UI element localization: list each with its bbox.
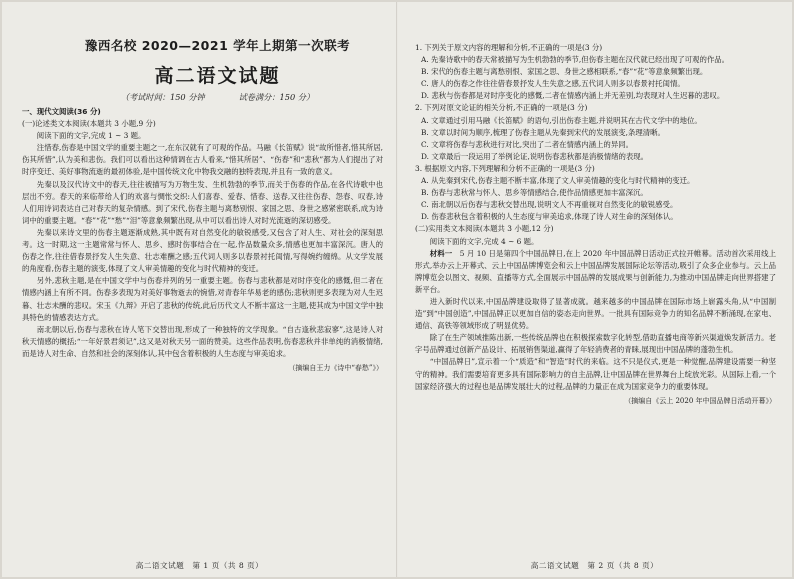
question-2-stem: 2. 下列对原文论证的相关分析,不正确的一项是(3 分) [415,103,588,113]
subsection1-heading: (一)论述类文本阅读(本题共 3 小题,9 分) [22,119,156,129]
question-option: A. 文章通过引用马融《长笛赋》的语句,引出伤春主题,并说明其在古代文学中的地位。 [421,115,702,125]
instruction: 阅读下面的文字,完成 1 ~ 3 题。 [36,131,146,141]
material-paragraph: 除了在生产领域推陈出新,一些传统品牌也在积极探索数字化转型,借助直播电商等新兴渠道焕发新活力。老字号品牌通过创新产品设计、拓展销售渠道,赢得了年轻消费者的青睐,展现出中国品牌的蓬勃生机。 [415,333,776,355]
page-fold [396,2,398,577]
question-option: D. 悲秋与伤春都是对时序变化的感慨,二者在情感内涵上并无差别,均表现对人生迟暮的悲叹。 [421,91,725,101]
question-1-stem: 1. 下列关于原文内容的理解和分析,不正确的一项是(3 分) [415,43,603,52]
question-option: B. 伤春与悲秋常与怀人、思乡等情感结合,使作品情感更加丰富深沉。 [421,188,648,198]
question-option: D. 伤春悲秋包含着积极的人生态度与审美追求,体现了诗人对生命的深刻体认。 [421,212,678,222]
question-option: A. 从先秦到宋代,伤春主题不断丰富,体现了文人审美情趣的变化与时代精神的变迁。 [421,176,695,186]
exam-header: 豫西名校 2020—2021 学年上期第一次联考 [84,38,351,53]
question-option: D. 文章最后一段运用了举例论证,说明伤春悲秋都是消极情绪的表现。 [421,151,649,161]
left-page [2,2,397,577]
paragraph: 先秦以来诗文里的伤春主题逐渐成熟,其中既有对自然变化的敏锐感受,又包含了对人生、对社会的深刻思考。这一时期,这一主题常常与怀人、思乡、感时伤事结合在一起,作品数量众多,情感也更加丰富深沉。唐人的伤春之作,往往借春景抒发人生失意、壮志难酬之感;五代词人则多以春景衬托闺情,写得婉约缠绵。从文学发展的角度看,伤春主题的演变,体现了文人审美情趣的变化与时代精神的变迁。 [22,227,383,274]
question-option: C. 文章将伤春与悲秋进行对比,突出了二者在情感内涵上的异同。 [421,139,633,149]
exam-score: 试卷满分：150 分） [238,92,315,102]
material-paragraph: “中国品牌日”,宣示着一个“质造”和“智造”时代的来临。这不只是仪式,更是一种觉醒,品牌建设需要一种坚守的精神。我们需要培育更多具有国际影响力的自主品牌,让中国品牌在世界舞台上绽放光彩。从国际上看,一个国家经济强大的过程也是品牌发展壮大的过程,品牌的力量正在成为国家竞争力的重要体现。 [415,357,776,391]
subsection2-heading: (二)实用类文本阅读(本题共 3 小题,12 分) [415,224,554,234]
exam-spread [2,2,792,577]
source-note: （摘编自王力《诗中“春愁”》） [288,363,383,372]
instruction-2: 阅读下面的文字,完成 4 ~ 6 题。 [429,236,539,246]
page-footer: 高二语文试题 第 1 页（共 8 页） [135,561,264,570]
question-option: A. 先秦诗歌中的春天常被描写为生机勃勃的季节,但伤春主题在汉代就已经出现了可观的作品。 [421,55,730,65]
exam-time: （考试时间：150 分钟 [120,92,205,102]
page-footer: 高二语文试题 第 2 页（共 8 页） [530,561,659,570]
material-source: （摘编自《云上 2020 年中国品牌日活动开幕》） [624,396,776,405]
question-option: B. 宋代的伤春主题与离愁别恨、家国之思、身世之感相联系,“春”“花”等意象频繁出现。 [421,67,708,77]
question-option: C. 唐人的伤春之作往往借春景抒发人生失意之感,五代词人则多以春景衬托闺情。 [421,79,685,89]
question-option: C. 南北朝以后伤春与悲秋交替出现,说明文人不再重视对自然变化的敏锐感受。 [421,200,678,210]
paragraph: 南北朝以后,伤春与悲秋在诗人笔下交替出现,形成了一种独特的文学现象。“自古逢秋悲寂寥”,这是诗人对秋天情感的概括;“一年好景君须记”,这又是对秋天另一面的赞美。这些作品表明,伤春悲秋并非单纯的消极情绪,而是诗人对生命、自然和社会的深刻体认,其中包含着积极的人生态度与审美追求。 [22,324,383,358]
material-text: 5 月 10 日是第四个中国品牌日,在上 2020 年中国品牌日活动正式拉开帷幕。活动首次采用线上形式,举办云上开幕式、云上中国品牌博览会和云上中国品牌发展国际论坛等活动,吸引了众多企业参与。云上品牌博览会以图文、视频、直播等方式,全面展示中国品牌的发展成果与创新能力,为推动中国品牌走向世界搭建了新平台。 [415,248,776,294]
section1-heading: 一、现代文阅读(36 分) [22,107,101,116]
paragraph: 注惜春,伤春是中国文学的重要主题之一,在东汉就有了可观的作品。马融《长笛赋》说“故所惜者,惜其所居,伤其所惜”,认为美和悲伤。我们可以看出这种情调在古人看来,“惜其所居”、“伤春”和“悲秋”都为人们提出了对时序变迁、美好事物流逝的最初体验,是中国传统文化中物我交融的独特表现,并且有一致的意义。 [22,143,383,177]
material-paragraph: 进入新时代以来,中国品牌建设取得了显著成就。越来越多的中国品牌在国际市场上崭露头角,从“中国制造”到“中国创造”,中国品牌正以更加自信的姿态走向世界。一批具有国际竞争力的知名品牌不断涌现,在家电、通信、高铁等领域形成了明显优势。 [415,296,776,331]
question-3-stem: 3. 根据原文内容,下列理解和分析不正确的一项是(3 分) [415,163,595,173]
exam-meta [52,92,383,103]
question-option: B. 文章以时间为顺序,梳理了伤春主题从先秦到宋代的发展演变,条理清晰。 [421,127,665,137]
material-1 [415,248,776,296]
right-page [397,2,792,577]
paragraph: 先秦以及汉代诗文中的春天,往往被描写为万物生发、生机勃勃的季节,而关于伤春的作品,在各代诗歌中也层出不穷。春天的来临带给人们的欢喜与惆怅交织:人们喜春、爱春、惜春、送春,又往往伤春、怨春、叹春,诗人们用诗词表达自己对春天的复杂情感。到了宋代,伤春主题与离愁别恨、家国之思、身世之感紧密联系,成为诗词中的重要主题。“春”“花”“愁”“泪”等意象频繁出现,从中可以看出诗人对时光流逝的深切感受。 [22,179,383,225]
paragraph: 另外,悲秋主题,是在中国文学中与伤春并列的另一重要主题。伤春与悲秋都是对时序变化的感慨,但二者在情感内涵上有所不同。伤春多表现为对美好事物逝去的惋惜,对青春年华易老的感伤;悲秋则更多表现为对人生迟暮、壮志未酬的悲叹。宋玉《九辩》开启了悲秋的传统,此后历代文人不断丰富这一主题,使其成为中国文学中独具特色的情感表达方式。 [22,276,383,322]
material-label: 材料一 [429,248,453,258]
exam-title: 高二语文试题 [154,65,281,87]
